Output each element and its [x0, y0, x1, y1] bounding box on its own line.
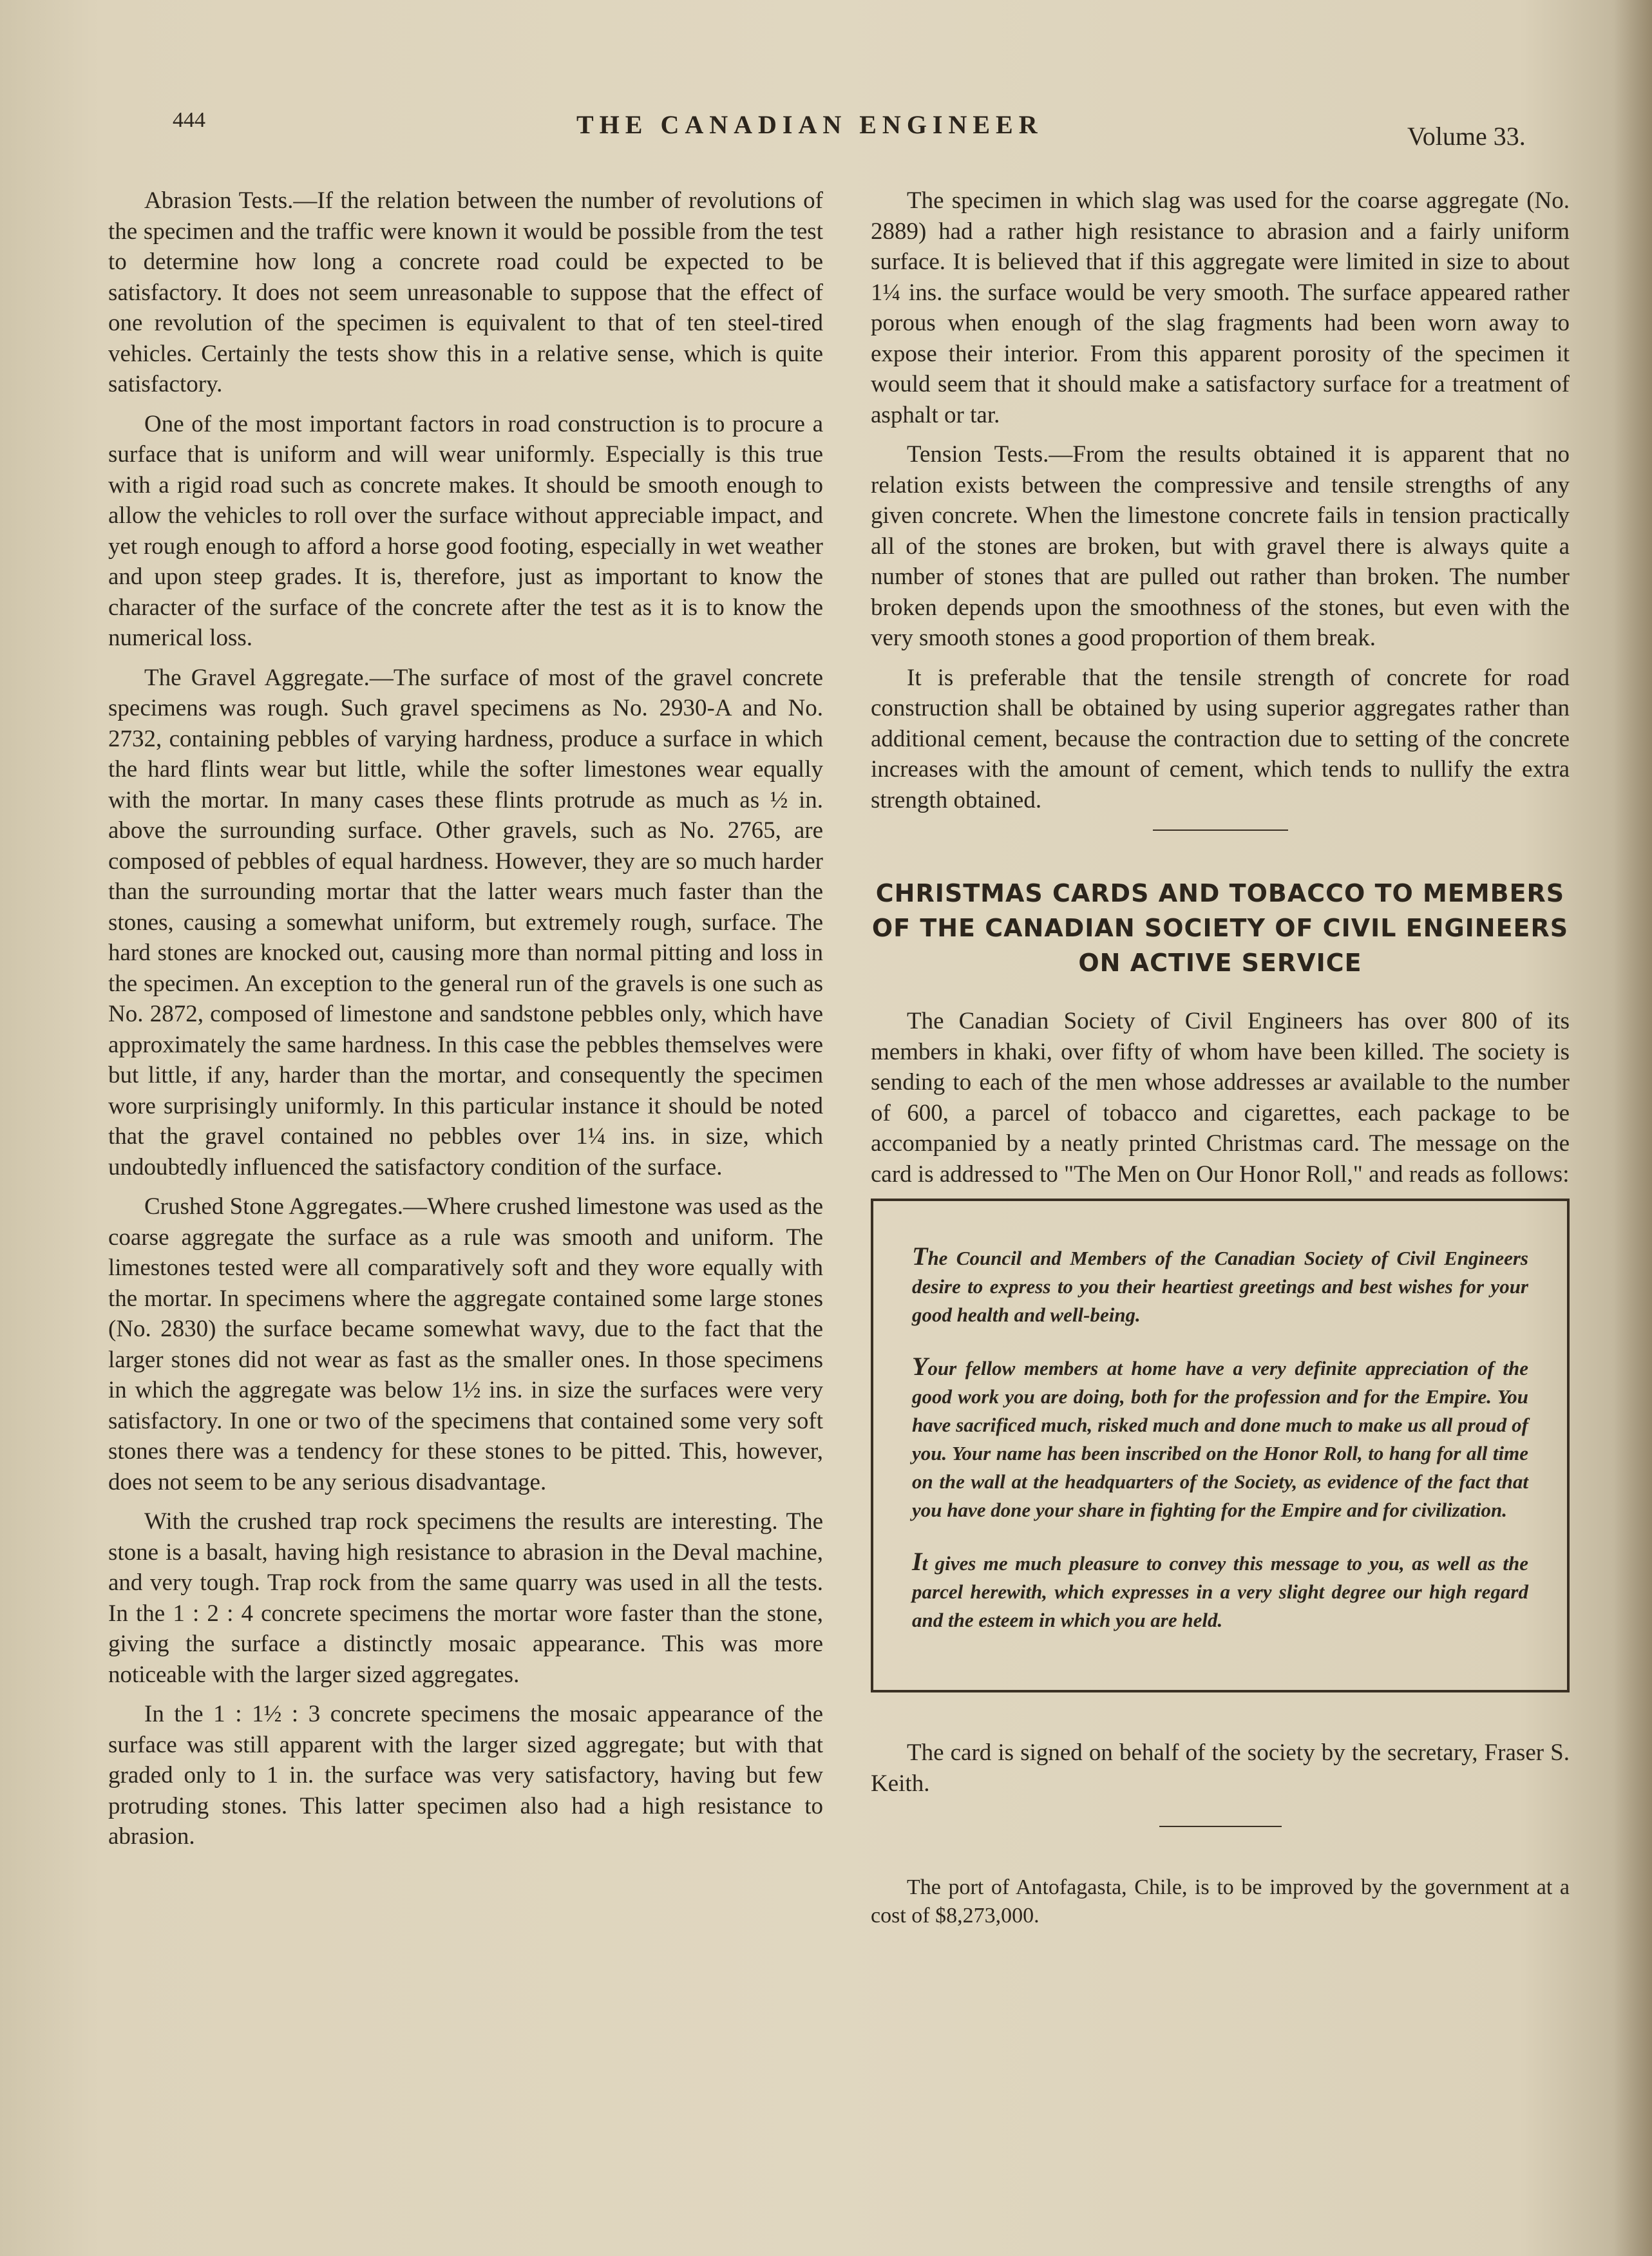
paragraph-gravel-aggregate: The Gravel Aggregate.—The surface of most of the gravel concrete specimens was rough. Such gravel specimens as No. 2930-A and No. 2732, containing pebbles of varying hardness, produce a surface in which the hard flints wear but little, while the softer limestones wear equally with the mortar. In many cases these flints protrude as much as ½ in. above the surrounding surface. Other gravels, such as No. 2765, are composed of pebbles of equal hardness. However, they are so much harder than the surrounding mortar that the latter wears much faster than the stones, causing a somewhat uniform, but extremely rough, surface. The hard stones are knocked out, causing more than normal pitting and loss in the specimen. An exception to the general run of the gravels is one such as No. 2872, composed of limestone and sandstone pebbles only, which have approximately the same hardness. In this case the pebbles themselves were but little, if any, harder than the mortar, and consequently the specimen wore surprisingly uniformly. In this particular instance it should be noted that the gravel contained no pebbles over 1¼ ins. in size, which undoubtedly influenced the satisfactory condition of the surface.: [108, 664, 823, 1180]
page-edge-shadow: [1613, 0, 1652, 2256]
paragraph-antofagasta-note: The port of Antofagasta, Chile, is to be improved by the government at a cost of $8,273,000.: [871, 1875, 1570, 1928]
section-heading: CHRISTMAS CARDS AND TOBACCO TO MEMBERS OF THE CANADIAN SOCIETY OF CIVIL ENGINEERS ON ACTIVE SERVICE: [871, 879, 1569, 977]
paragraph-mosaic: In the 1 : 1½ : 3 concrete specimens the mosaic appearance of the surface was still apparent with the larger sized aggregate; but with that graded only to 1 in. the surface was very satisfactory, having but few protruding stones. This latter specimen also had a high resistance to abrasion.: [108, 1701, 823, 1850]
section-divider: [1153, 829, 1288, 831]
card-paragraph-appreciation: Your fellow members at home have a very definite appreciation of the good work you are doing, both for the profession and for the Empire. You have sacrificed much, risked much and done much to make us all proud of you. Your name has been inscribed on the Honor Roll, to hang for all time on the wall at the headquarters of the Society, as evidence of the fact that you have done your share in fighting for the Empire and for civilization.: [912, 1352, 1528, 1521]
paragraph-tension-tests: Tension Tests.—From the results obtained it is apparent that no relation exists between the compressive and tensile strengths of any given concrete. When the limestone concrete fails in tension practically all of the stones are broken, but with gravel there is always quite a number of stones that are pulled out rather than broken. The number broken depends upon the smoothness of the stones, but even with the very smooth stones a good proportion of them break.: [871, 441, 1570, 651]
volume-label: Volume 33.: [1407, 122, 1526, 151]
paragraph-society-members: The Canadian Society of Civil Engineers has over 800 of its members in khaki, over fifty of whom have been killed. The society is sending to each of the men whose addresses ar available to the number of 600, a parcel of tobacco and cigarettes, each package to be accompanied by a neatly printed Christmas card. The message on the card is addressed to "The Men on Our Honor Roll," and reads as follows:: [871, 1008, 1570, 1188]
paragraph-road-surface: One of the most important factors in road construction is to procure a surface that is uniform and will wear uniformly. Especially is this true with a rigid road such as concrete makes. It should be smooth enough to allow the vehicles to roll over the surface without appreciable impact, and yet rough enough to afford a horse good footing, especially in wet weather and upon steep grades. It is, therefore, just as important to know the character of the surface of the concrete after the test as it is to know the numerical loss.: [108, 410, 823, 651]
paragraph-trap-rock: With the crushed trap rock specimens the results are interesting. The stone is a basalt, having high resistance to abrasion in the Deval machine, and very tough. Trap rock from the same quarry was used in all the tests. In the 1 : 2 : 4 concrete specimens the mortar wore faster than the stone, giving the surface a distinctly mosaic appearance. This was more noticeable with the larger sized aggregates.: [108, 1508, 823, 1688]
christmas-card-message: [871, 1199, 1570, 1692]
running-header: [0, 103, 1652, 155]
paragraph-abrasion-tests: Abrasion Tests.—If the relation between the number of revolutions of the specimen and the traffic were known it would be possible from the test to determine how long a concrete road could be expected to be satisfactory. It does not seem unreasonable to suppose that the effect of one revolution of the specimen is equivalent to that of ten steel-tired vehicles. Certainly the tests show this in a relative sense, which is quite satisfactory.: [108, 187, 823, 397]
paragraph-slag: The specimen in which slag was used for the coarse aggregate (No. 2889) had a rather high resistance to abrasion and a fairly uniform surface. It is believed that if this aggregate were limited in size to about 1¼ ins. the surface would be very smooth. The surface appeared rather porous when enough of the slag fragments had been worn away to expose their interior. From this apparent porosity of the specimen it would seem that it should make a satisfactory surface for a treatment of asphalt or tar.: [871, 187, 1570, 428]
note-divider: [1159, 1826, 1282, 1827]
card-paragraph-greeting: The Council and Members of the Canadian Society of Civil Engineers desire to express to you their heartiest greetings and best wishes for your good health and well-being.: [912, 1242, 1528, 1326]
paragraph-card-signature: The card is signed on behalf of the society by the secretary, Fraser S. Keith.: [871, 1739, 1570, 1797]
journal-title: THE CANADIAN ENGINEER: [576, 110, 1043, 139]
card-paragraph-pleasure: It gives me much pleasure to convey this message to you, as well as the parcel herewith, which expresses in a very slight degree our high regard and the esteem in which you are held.: [912, 1547, 1528, 1631]
right-column: [871, 185, 1570, 1939]
paragraph-crushed-stone: Crushed Stone Aggregates.—Where crushed limestone was used as the coarse aggregate the surface as a rule was smooth and uniform. The limestones tested were all comparatively soft and they wore equally with the mortar. In specimens where the aggregate contained some large stones (No. 2830) the surface became somewhat wavy, due to the fact that the larger stones did not wear as fast as the smaller ones. In those specimens in which the aggregate was below 1½ ins. in size the surfaces were very satisfactory. In one or two of the specimens that contained some very soft stones there was a tendency for these stones to be pitted. This, however, does not seem to be any serious disadvantage.: [108, 1193, 823, 1495]
paragraph-tensile-strength: It is preferable that the tensile strength of concrete for road construction shall be obtained by using superior aggregates rather than additional cement, because the contraction due to setting of the concrete increases with the amount of cement, which tends to nullify the extra strength obtained.: [871, 664, 1570, 813]
page-number: 444: [173, 108, 205, 132]
left-column: [108, 185, 823, 1861]
